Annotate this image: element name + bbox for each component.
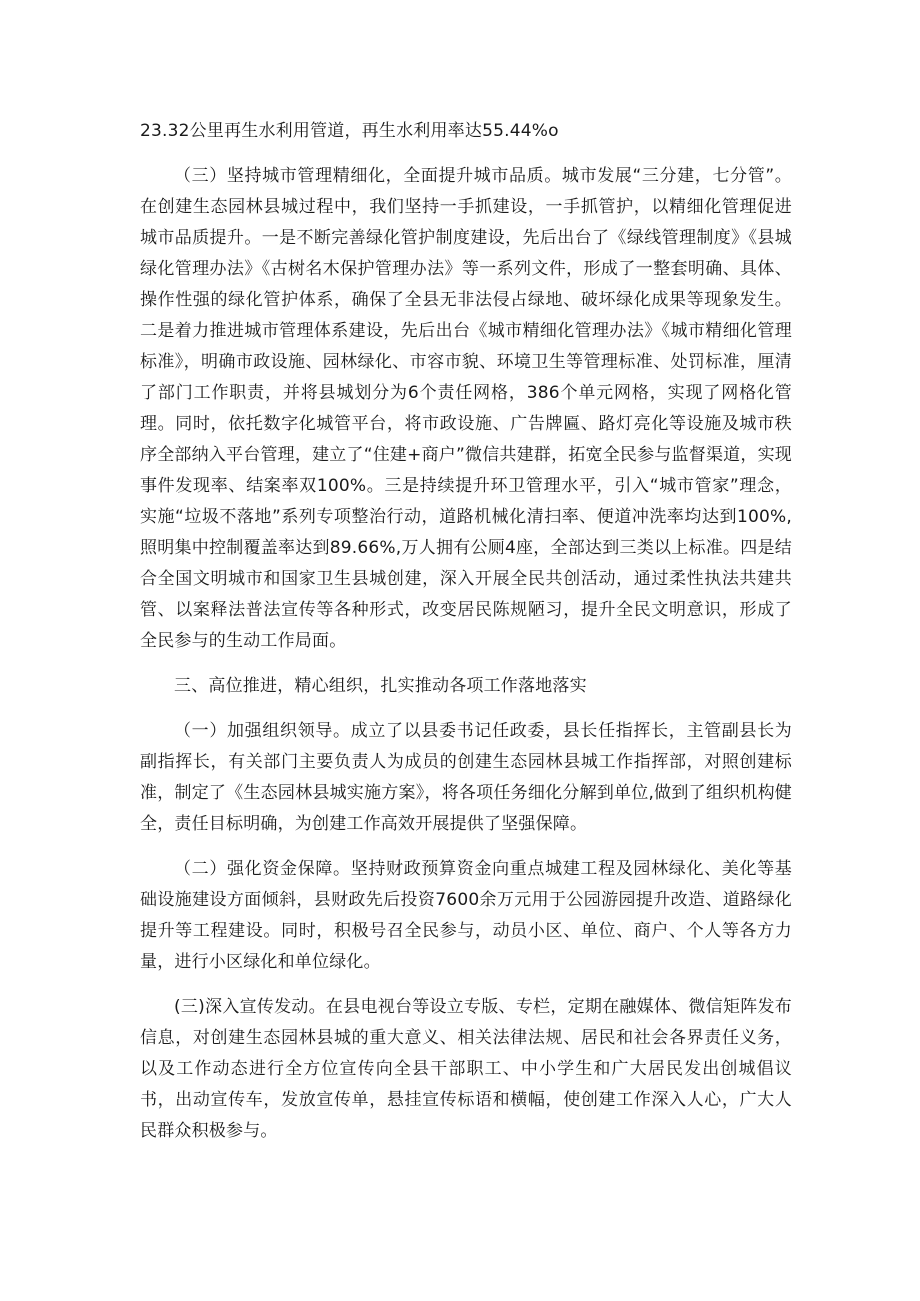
paragraph-publicity: (三)深入宣传发动。在县电视台等设立专版、专栏，定期在融媒体、微信矩阵发布信息，对创建生态园林县城的重大意义、相关法律法规、居民和社会各界责任义务，以及工作动态进行全方位宣传向全县干部职工、中小学生和广大居民发出创城倡议书，出动宣传车，发放宣传单，悬挂宣传标语和横幅，使创建工作深入人心，广大人民群众积极参与。 (140, 997, 792, 1141)
section-heading-three: 三、高位推进，精心组织，扎实推动各项工作落地落实 (174, 676, 587, 696)
paragraph-funding-guarantee: （二）强化资金保障。坚持财政预算资金向重点城建工程及园林绿化、美化等基础设施建设方面倾斜，县财政先后投资7600余万元用于公园游园提升改造、道路绿化提升等工程建设。同时，积极号召全民参与，动员小区、单位、商户、个人等各方力量，进行小区绿化和单位绿化。 (140, 859, 792, 972)
paragraph-urban-management: （三）坚持城市管理精细化，全面提升城市品质。城市发展“三分建，七分管”。在创建生态园林县城过程中，我们坚持一手抓建设，一手抓管护，以精细化管理促进城市品质提升。一是不断完善绿化管护制度建设，先后出台了《绿线管理制度》《县城绿化管理办法》《古树名木保护管理办法》等一系列文件，形成了一整套明确、具体、操作性强的绿化管护体系，确保了全县无非法侵占绿地、破坏绿化成果等现象发生。二是着力推进城市管理体系建设，先后出台《城市精细化管理办法》《城市精细化管理标准》，明确市政设施、园林绿化、市容市貌、环境卫生等管理标准、处罚标准，厘清了部门工作职责，并将县城划分为6个责任网格，386个单元网格，实现了网格化管理。同时，依托数字化城管平台，将市政设施、广告牌匾、路灯亮化等设施及城市秩序全部纳入平台管理，建立了“住建+商户”微信共建群，拓宽全民参与监督渠道，实现事件发现率、结案率双100%。三是持续提升环卫管理水平，引入“城市管家”理念，实施“垃圾不落地”系列专项整治行动，道路机械化清扫率、便道冲洗率均达到100%,照明集中控制覆盖率达到89.66%,万人拥有公厕4座，全部达到三类以上标准。四是结合全国文明城市和国家卫生县城创建，深入开展全民共创活动，通过柔性执法共建共管、以案释法普法宣传等各种形式，改变居民陈规陋习，提升全民文明意识，形成了全民参与的生动工作局面。 (140, 166, 792, 651)
document-body (140, 116, 792, 1161)
paragraph-organization-leadership: （一）加强组织领导。成立了以县委书记任政委，县长任指挥长，主管副县长为副指挥长，有关部门主要负责人为成员的创建生态园林县城工作指挥部，对照创建标准，制定了《生态园林县城实施方案》，将各项任务细化分解到单位,做到了组织机构健全，责任目标明确，为创建工作高效开展提供了坚强保障。 (140, 721, 792, 834)
paragraph-water-reuse: 23.32公里再生水利用管道，再生水利用率达55.44%o (140, 121, 559, 141)
